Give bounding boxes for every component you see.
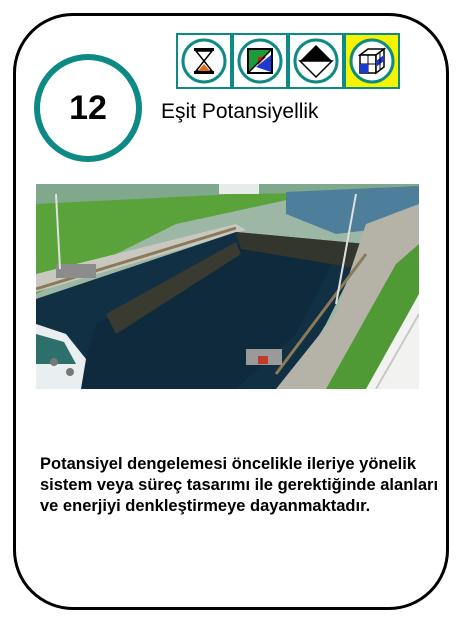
cube-grid-icon bbox=[344, 33, 400, 89]
diamond-icon bbox=[288, 33, 344, 89]
hourglass-icon bbox=[176, 33, 232, 89]
card-title: Eşit Potansiyellik bbox=[161, 100, 319, 123]
card-description: Potansiyel dengelemesi öncelikle ileriye yönelik sistem veya süreç tasarımı ile gerektiğinde alanları ve enerjiyi denkleştirmeye dayanmaktadır. bbox=[40, 455, 439, 515]
icon-strip bbox=[176, 33, 400, 89]
canal-lock-photo bbox=[36, 184, 419, 389]
card-number-badge bbox=[34, 54, 142, 162]
card-number: 12 bbox=[69, 88, 107, 127]
color-triangles-icon bbox=[232, 33, 288, 89]
